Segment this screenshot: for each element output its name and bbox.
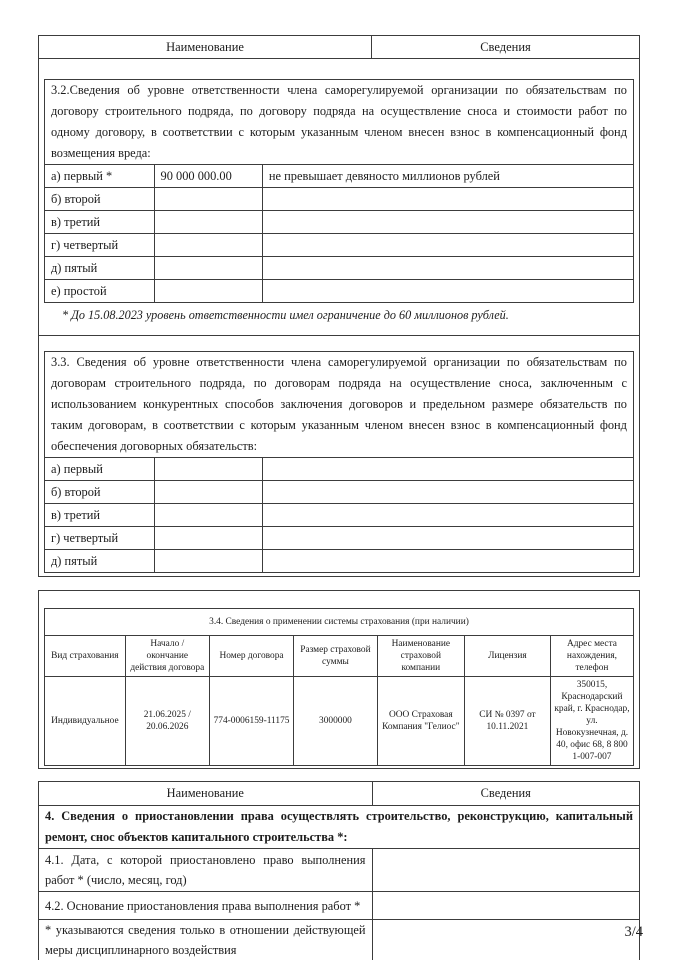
level-label: г) четвертый bbox=[45, 234, 155, 257]
table-row bbox=[39, 849, 639, 892]
level-amount bbox=[154, 458, 262, 481]
level-amount bbox=[154, 188, 262, 211]
level-amount bbox=[154, 211, 262, 234]
level-amount bbox=[154, 527, 262, 550]
section-3-4-title: 3.4. Сведения о применении системы страхования (при наличии) bbox=[45, 609, 634, 636]
footnote-row-value bbox=[372, 920, 639, 960]
column-header: Номер договора bbox=[209, 636, 293, 677]
insurance-license: СИ № 0397 от 10.11.2021 bbox=[464, 677, 550, 766]
level-label: г) четвертый bbox=[45, 527, 155, 550]
level-amount: 90 000 000.00 bbox=[154, 165, 262, 188]
footnote-3-2: * До 15.08.2023 уровень ответственности имел ограничение до 60 миллионов рублей. bbox=[62, 308, 509, 322]
table-row bbox=[39, 920, 639, 960]
insurance-sum: 3000000 bbox=[294, 677, 378, 766]
level-amount bbox=[154, 550, 262, 573]
table-header-row bbox=[39, 782, 639, 806]
header-info-column: Сведения bbox=[480, 40, 531, 54]
table-row bbox=[45, 458, 634, 481]
level-description bbox=[262, 257, 633, 280]
table-row bbox=[45, 234, 634, 257]
level-label: д) пятый bbox=[45, 550, 155, 573]
suspension-block bbox=[38, 781, 640, 960]
insurance-data-row bbox=[45, 677, 634, 766]
level-description bbox=[262, 504, 633, 527]
level-label: д) пятый bbox=[45, 257, 155, 280]
column-header: Лицензия bbox=[464, 636, 550, 677]
table-row bbox=[45, 188, 634, 211]
table-row bbox=[45, 352, 634, 458]
column-header: Размер страховой суммы bbox=[294, 636, 378, 677]
level-label: а) первый * bbox=[45, 165, 155, 188]
column-header: Наименование страховой компании bbox=[377, 636, 464, 677]
section-3-2 bbox=[39, 59, 639, 336]
section-4-title: 4. Сведения о приостановлении права осуществлять строительство, реконструкцию, капитальный ремонт, снос объектов капитального строительства *: bbox=[39, 806, 639, 849]
table-row bbox=[45, 165, 634, 188]
level-amount bbox=[154, 234, 262, 257]
level-description bbox=[262, 280, 633, 303]
table-row bbox=[45, 280, 634, 303]
header-info-column: Сведения bbox=[372, 782, 639, 806]
level-label: б) второй bbox=[45, 481, 155, 504]
level-label: б) второй bbox=[45, 188, 155, 211]
responsibility-table-3-3 bbox=[44, 351, 634, 573]
row-value bbox=[372, 849, 639, 892]
table-row bbox=[39, 806, 639, 849]
level-description bbox=[262, 458, 633, 481]
level-amount bbox=[154, 504, 262, 527]
table-row bbox=[45, 527, 634, 550]
section-3-3 bbox=[39, 336, 639, 576]
insurance-type: Индивидуальное bbox=[45, 677, 126, 766]
column-header: Начало / окончание действия договора bbox=[125, 636, 209, 677]
level-description bbox=[262, 550, 633, 573]
level-label: а) первый bbox=[45, 458, 155, 481]
insurance-block bbox=[38, 590, 640, 769]
insurance-header-row bbox=[45, 636, 634, 677]
table-row bbox=[45, 481, 634, 504]
row-value bbox=[372, 892, 639, 920]
level-amount bbox=[154, 257, 262, 280]
responsibility-table-3-2 bbox=[44, 79, 634, 303]
header-name-column: Наименование bbox=[39, 782, 372, 806]
section-3-3-intro: 3.3. Сведения об уровне ответственности члена саморегулируемой организации по обязательствам по договорам строительного подряда, по договорам подряда на осуществление сноса, заключенным с использованием конкурентных способов заключения договоров и предельном размере обязательств по таким договорам, в соответствии с которым указанным членом внесен взнос в компенсационный фонд обеспечения договорных обязательств: bbox=[45, 352, 634, 458]
level-description bbox=[262, 188, 633, 211]
insurance-address: 350015, Краснодарский край, г. Краснодар, ул. Новокузнечная, д. 40, офис 68, 8 800 1-007-007 bbox=[550, 677, 633, 766]
table-row bbox=[45, 504, 634, 527]
column-header: Вид страхования bbox=[45, 636, 126, 677]
table-row bbox=[39, 892, 639, 920]
level-label: в) третий bbox=[45, 211, 155, 234]
level-amount bbox=[154, 481, 262, 504]
insurance-table-3-4 bbox=[44, 608, 634, 766]
table-row bbox=[45, 609, 634, 636]
table-header-row bbox=[39, 36, 639, 59]
row-label: 4.1. Дата, с которой приостановлено право выполнения работ * (число, месяц, год) bbox=[39, 849, 372, 892]
level-description bbox=[262, 234, 633, 257]
insurance-period: 21.06.2025 / 20.06.2026 bbox=[125, 677, 209, 766]
level-description: не превышает девяносто миллионов рублей bbox=[262, 165, 633, 188]
table-row bbox=[45, 550, 634, 573]
main-table-block bbox=[38, 35, 640, 577]
level-description bbox=[262, 481, 633, 504]
insurance-company: ООО Страховая Компания "Гелиос" bbox=[377, 677, 464, 766]
level-description bbox=[262, 211, 633, 234]
row-label: 4.2. Основание приостановления права выполнения работ * bbox=[39, 892, 372, 920]
table-row bbox=[45, 211, 634, 234]
table-row bbox=[45, 257, 634, 280]
section-3-2-intro: 3.2.Сведения об уровне ответственности члена саморегулируемой организации по обязательствам по договору строительного подряда, по договору подряда на осуществление сноса и стоимости работ по одному договору, в соответствии с которым указанным членом внесен взнос в компенсационный фонд возмещения вреда: bbox=[45, 80, 634, 165]
header-name-column: Наименование bbox=[39, 36, 372, 58]
column-header: Адрес места нахождения, телефон bbox=[550, 636, 633, 677]
level-description bbox=[262, 527, 633, 550]
footnote-row-label: * указываются сведения только в отношении действующей меры дисциплинарного воздействия bbox=[39, 920, 372, 960]
level-label: е) простой bbox=[45, 280, 155, 303]
page-number: 3/4 bbox=[624, 924, 643, 940]
table-row bbox=[45, 80, 634, 165]
level-label: в) третий bbox=[45, 504, 155, 527]
level-amount bbox=[154, 280, 262, 303]
suspension-table-4 bbox=[39, 782, 639, 960]
insurance-contract-number: 774-0006159-11175 bbox=[209, 677, 293, 766]
